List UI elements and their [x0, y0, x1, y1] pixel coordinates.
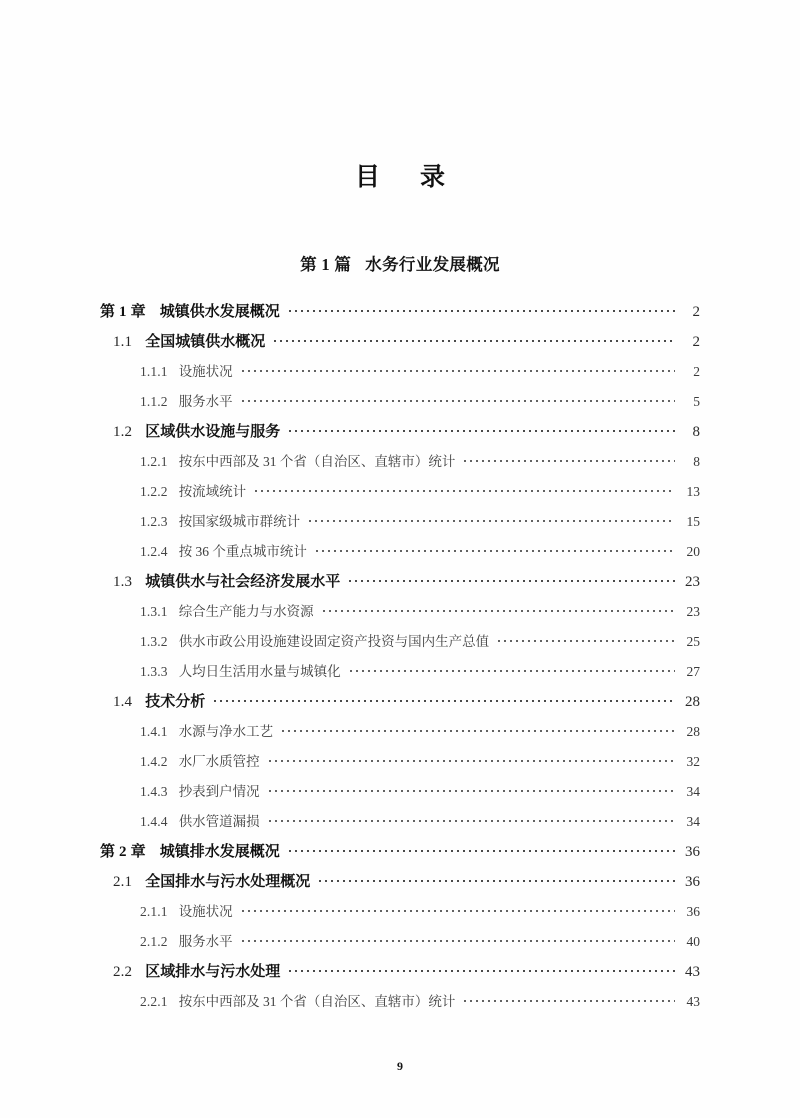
toc-entry[interactable] [0, 450, 800, 480]
toc-entry[interactable] [0, 480, 800, 510]
toc-entry[interactable] [0, 720, 800, 750]
toc-entry-page-number: 36 [685, 874, 700, 890]
toc-entry-number: 1.2.4 [140, 544, 168, 559]
toc-entry-label: 按东中西部及 31 个省（自治区、直辖市）统计 [178, 994, 456, 1009]
toc-entry-page-number: 36 [685, 844, 700, 860]
toc-leader-dots [267, 813, 675, 827]
toc-leader-dots [314, 543, 675, 557]
toc-entry-number: 2.1.2 [140, 934, 168, 949]
toc-entry[interactable] [0, 960, 800, 990]
toc-leader-dots [280, 723, 675, 737]
toc-entry[interactable] [0, 330, 800, 360]
toc-entry-number: 1.3 [113, 574, 133, 590]
toc-entry-number: 2.1.1 [140, 904, 168, 919]
toc-entry-page-number: 40 [686, 934, 700, 949]
toc-entry-number: 1.1.1 [140, 364, 168, 379]
toc-entry-label: 按流域统计 [178, 484, 247, 499]
toc-entry-label: 全国排水与污水处理概况 [145, 874, 311, 890]
toc-entry-number: 1.2 [113, 424, 133, 440]
toc-entry[interactable] [0, 780, 800, 810]
toc-entry-page-number: 13 [686, 484, 700, 499]
toc-entry-label: 按国家级城市群统计 [178, 514, 301, 529]
toc-entry-label: 区域供水设施与服务 [145, 424, 281, 440]
toc-leader-dots [321, 603, 675, 617]
toc-entry-page-number: 23 [685, 574, 700, 590]
toc-entry-label: 设施状况 [178, 364, 233, 379]
toc-entry-label: 城镇排水发展概况 [159, 844, 280, 860]
toc-entry-page-number: 27 [686, 664, 700, 679]
toc-entry-label: 城镇供水发展概况 [159, 304, 280, 320]
toc-entry[interactable] [0, 870, 800, 900]
toc-entry-page-number: 8 [693, 454, 700, 469]
toc-entry-number: 2.2 [113, 964, 133, 980]
toc-entry-number: 1.4.4 [140, 814, 168, 829]
toc-entry-label: 全国城镇供水概况 [145, 334, 266, 350]
toc-leader-dots [462, 993, 675, 1007]
toc-leader-dots [317, 871, 675, 886]
toc-entry-page-number: 43 [685, 964, 700, 980]
toc-leader-dots [240, 933, 675, 947]
toc-leader-dots [240, 393, 675, 407]
toc-entry-label: 人均日生活用水量与城镇化 [178, 664, 341, 679]
toc-entry[interactable] [0, 540, 800, 570]
toc-entry[interactable] [0, 930, 800, 960]
toc-leader-dots [287, 421, 675, 436]
toc-entry-label: 水厂水质管控 [178, 754, 260, 769]
toc-entry[interactable] [0, 690, 800, 720]
toc-entry-number: 1.4.1 [140, 724, 168, 739]
toc-entry[interactable] [0, 840, 800, 870]
toc-entry-page-number: 2 [692, 304, 700, 320]
toc-entry-number: 1.3.3 [140, 664, 168, 679]
toc-entry-number: 2.2.1 [140, 994, 168, 1009]
toc-entry-number: 1.4 [113, 694, 133, 710]
toc-entry[interactable] [0, 630, 800, 660]
toc-entry-page-number: 34 [686, 784, 700, 799]
toc-entry[interactable] [0, 810, 800, 840]
toc-entry-number: 1.2.1 [140, 454, 168, 469]
toc-entry-page-number: 5 [693, 394, 700, 409]
toc-entry-label: 综合生产能力与水资源 [178, 604, 314, 619]
toc-entry-label: 技术分析 [145, 694, 206, 710]
toc-entry[interactable] [0, 660, 800, 690]
toc-entry-label: 供水管道漏损 [178, 814, 260, 829]
toc-leader-dots [267, 753, 675, 767]
toc-entry-label: 城镇供水与社会经济发展水平 [145, 574, 341, 590]
toc-leader-dots [253, 483, 675, 497]
toc-entry[interactable] [0, 510, 800, 540]
toc-leader-dots [307, 513, 675, 527]
toc-leader-dots [287, 841, 675, 856]
toc-entry[interactable] [0, 420, 800, 450]
toc-entry[interactable] [0, 360, 800, 390]
toc-entry[interactable] [0, 390, 800, 420]
toc-leader-dots [272, 331, 675, 346]
toc-entry-number: 1.2.2 [140, 484, 168, 499]
toc-entry-label: 设施状况 [178, 904, 233, 919]
toc-entry-page-number: 32 [686, 754, 700, 769]
toc-entry[interactable] [0, 570, 800, 600]
toc-leader-dots [347, 571, 675, 586]
toc-leader-dots [348, 663, 675, 677]
toc-leader-dots [212, 691, 675, 706]
toc-entry-number: 1.1 [113, 334, 133, 350]
toc-entry-page-number: 8 [692, 424, 700, 440]
toc-entry-page-number: 15 [686, 514, 700, 529]
toc-leader-dots [240, 903, 675, 917]
toc-entry-page-number: 28 [686, 724, 700, 739]
toc-entry-page-number: 36 [686, 904, 700, 919]
toc-entry[interactable] [0, 600, 800, 630]
toc-entry[interactable] [0, 900, 800, 930]
toc-entry[interactable] [0, 990, 800, 1020]
toc-entry-list [0, 300, 800, 1020]
toc-leader-dots [240, 363, 675, 377]
toc-leader-dots [287, 961, 675, 976]
toc-entry-label: 服务水平 [178, 394, 233, 409]
toc-entry-number: 1.3.2 [140, 634, 168, 649]
toc-entry-number: 1.4.3 [140, 784, 168, 799]
toc-entry-number: 1.4.2 [140, 754, 168, 769]
toc-entry-page-number: 25 [686, 634, 700, 649]
part-name: 水务行业发展概况 [365, 255, 500, 274]
part-heading [0, 251, 800, 275]
toc-entry-page-number: 2 [692, 334, 700, 350]
toc-entry-number: 1.1.2 [140, 394, 168, 409]
toc-entry-page-number: 20 [686, 544, 700, 559]
toc-entry-label: 供水市政公用设施建设固定资产投资与国内生产总值 [178, 634, 490, 649]
toc-entry-label: 服务水平 [178, 934, 233, 949]
toc-leader-dots [287, 301, 675, 316]
toc-entry-label: 抄表到户情况 [178, 784, 260, 799]
toc-entry-label: 区域排水与污水处理 [145, 964, 281, 980]
toc-leader-dots [462, 453, 675, 467]
toc-leader-dots [496, 633, 675, 647]
toc-entry-number: 1.3.1 [140, 604, 168, 619]
toc-entry-page-number: 28 [685, 694, 700, 710]
toc-entry-label: 按 36 个重点城市统计 [178, 544, 307, 559]
toc-entry-page-number: 2 [693, 364, 700, 379]
toc-entry-page-number: 43 [686, 994, 700, 1009]
toc-leader-dots [267, 783, 675, 797]
toc-entry-number: 2.1 [113, 874, 133, 890]
toc-entry-number: 第 1 章 [100, 304, 146, 320]
toc-entry-number: 第 2 章 [100, 844, 146, 860]
page-title: 目 录 [354, 163, 453, 191]
toc-entry-number: 1.2.3 [140, 514, 168, 529]
toc-entry-label: 水源与净水工艺 [178, 724, 274, 739]
footer-page-number: 9 [397, 1059, 403, 1073]
toc-entry-label: 按东中西部及 31 个省（自治区、直辖市）统计 [178, 454, 456, 469]
toc-entry[interactable] [0, 300, 800, 330]
toc-entry[interactable] [0, 750, 800, 780]
part-number-label: 第 1 篇 [300, 255, 352, 274]
toc-entry-page-number: 23 [686, 604, 700, 619]
toc-entry-page-number: 34 [686, 814, 700, 829]
